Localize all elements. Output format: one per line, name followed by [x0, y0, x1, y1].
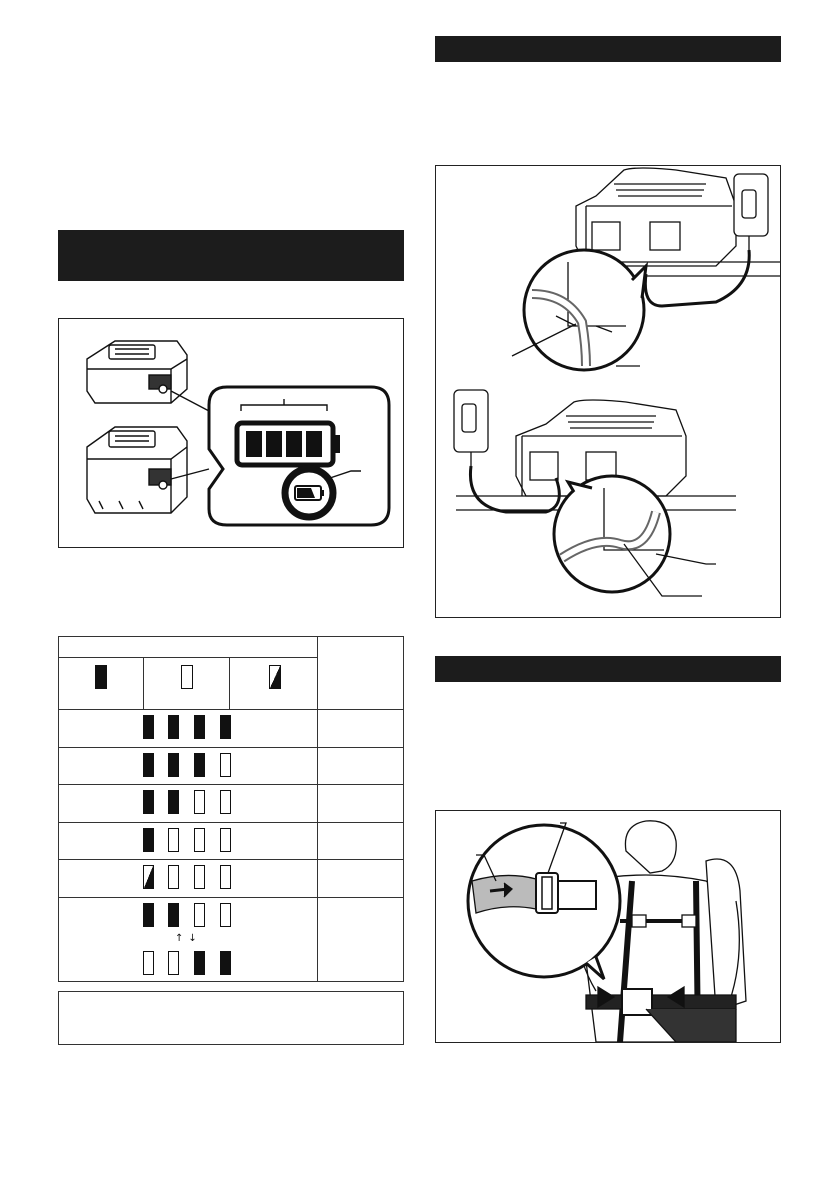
- indicator-lamp-table: [58, 636, 404, 982]
- cord-routing-figure: [435, 165, 781, 618]
- lamp-lit-icon: [95, 665, 107, 689]
- battery-indicator-icon: [59, 319, 403, 547]
- shoulder-belt-figure: [435, 810, 781, 1043]
- cord-section-heading: [435, 36, 781, 62]
- alternating-arrows: ↑↓: [175, 933, 202, 944]
- belt-section-heading: [435, 656, 781, 682]
- battery-section-heading: [58, 230, 404, 281]
- lamp-off-icon: [181, 665, 193, 689]
- lamp-blinking-icon: [269, 665, 281, 689]
- table-note-box: [58, 991, 404, 1045]
- battery-figure: [58, 318, 404, 548]
- shoulder-belt-buckle-icon: [436, 811, 780, 1042]
- switch-cord-routing-icon: [436, 166, 780, 617]
